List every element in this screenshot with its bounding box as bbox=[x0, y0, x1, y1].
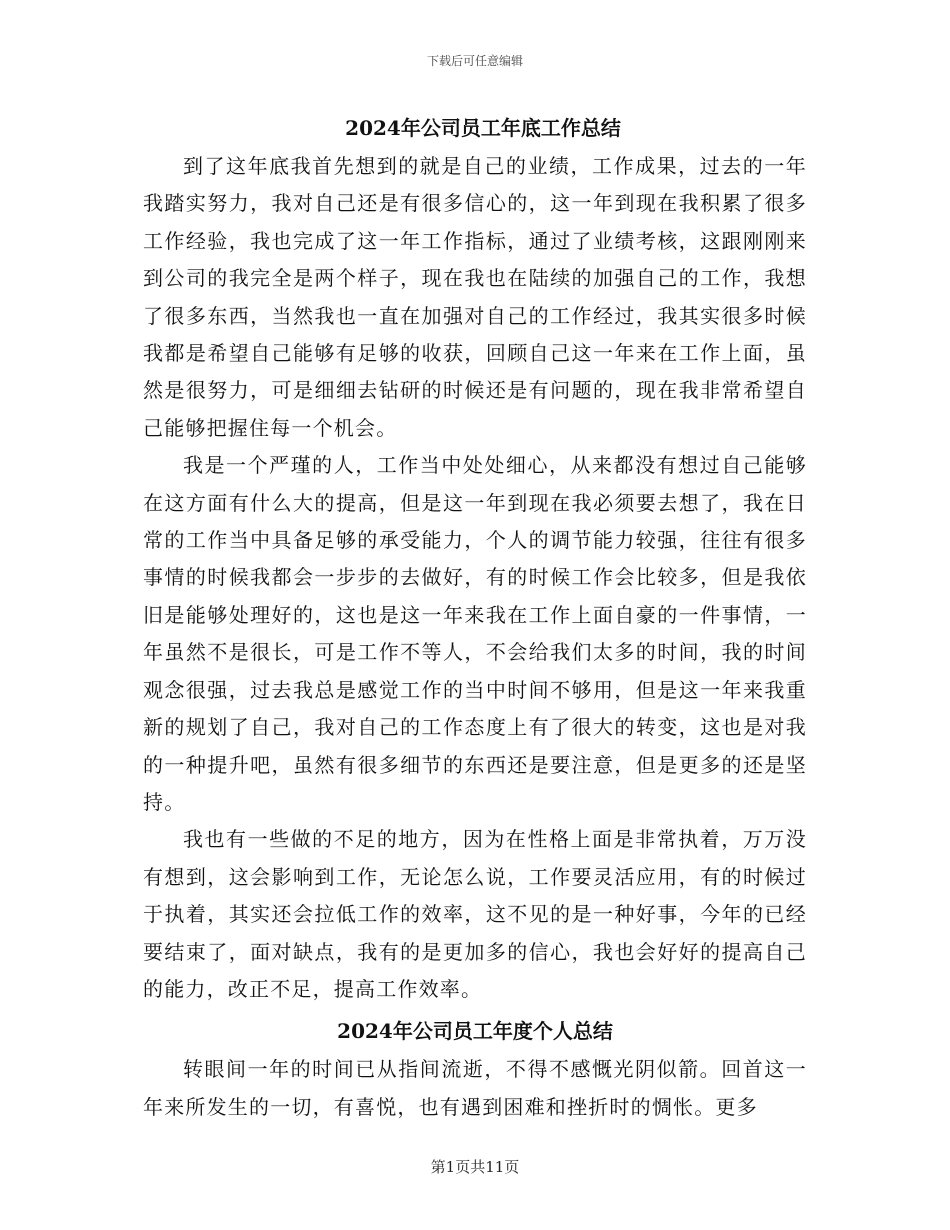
paragraph-4: 转眼间一年的时间已从指间流逝，不得不感慨光阴似箭。回首这一年来所发生的一切，有喜悦，也有遇到困难和挫折时的惆怅。更多 bbox=[143, 1057, 807, 1119]
paragraph-2: 我是一个严瑾的人，工作当中处处细心，从来都没有想过自己能够在这方面有什么大的提高，但是这一年到现在我必须要去想了，我在日常的工作当中具备足够的承受能力，个人的调节能力较强，往往有很多事情的时候我都会一步步的去做好，有的时候工作会比较多，但是我依旧是能够处理好的，这也是这一年来我在工作上面自豪的一件事情，一年虽然不是很长，可是工作不等人，不会给我们太多的时间，我的时间观念很强，过去我总是感觉工作的当中时间不够用，但是这一年来我重新的规划了自己，我对自己的工作态度上有了很大的转变，这也是对我的一种提升吧，虽然有很多细节的东西还是要注意，但是更多的还是坚持。 bbox=[143, 453, 807, 814]
paragraph-1: 到了这年底我首先想到的就是自己的业绩，工作成果，过去的一年我踏实努力，我对自己还是有很多信心的，这一年到现在我积累了很多工作经验，我也完成了这一年工作指标，通过了业绩考核，这跟刚刚来到公司的我完全是两个样子，现在我也在陆续的加强自己的工作，我想了很多东西，当然我也一直在加强对自己的工作经过，我其实很多时候我都是希望自己能够有足够的收获，回顾自己这一年来在工作上面，虽然是很努力，可是细细去钻研的时候还是有问题的，现在我非常希望自己能够把握住每一个机会。 bbox=[143, 154, 807, 440]
paragraph-3: 我也有一些做的不足的地方，因为在性格上面是非常执着，万万没有想到，这会影响到工作，无论怎么说，工作要灵活应用，有的时候过于执着，其实还会拉低工作的效率，这不见的是一种好事，今年的已经要结束了，面对缺点，我有的是更加多的信心，我也会好好的提高自己的能力，改正不足，提高工作效率。 bbox=[143, 827, 807, 1001]
page-header-note: 下载后可任意编辑 bbox=[426, 54, 523, 68]
section-title-1: 2024年公司员工年底工作总结 bbox=[345, 116, 621, 140]
section-title-2: 2024年公司员工年度个人总结 bbox=[337, 1019, 613, 1044]
document-body bbox=[143, 108, 807, 1126]
page-number-footer: 第1页共11页 bbox=[430, 1158, 520, 1176]
